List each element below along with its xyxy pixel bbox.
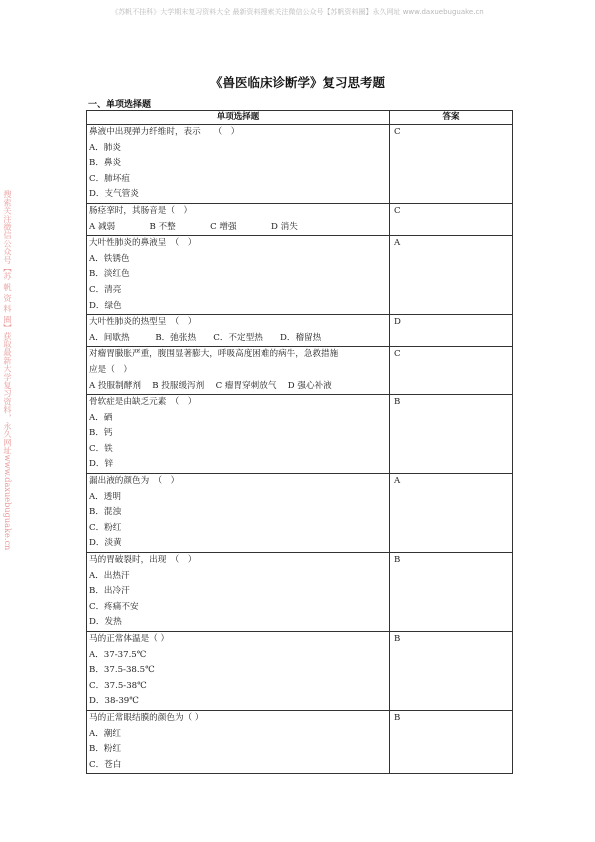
answer-cell [390,632,513,711]
table-row [87,236,513,315]
question-stem: 大叶性肺炎的鼻液呈 （ ） [89,238,197,249]
question-cell [87,125,390,204]
question-stem: 马的正常眼结膜的颜色为（ ） [89,712,204,723]
answer-value: C [394,205,401,216]
question-stem: 鼻液中出现弹力纤维时，表示 （ ） [89,127,240,137]
question-cell [87,632,390,711]
question-option: D．淡黄 [89,538,122,549]
answer-value: B [394,397,401,408]
question-stem: 肠痉挛时，其肠音是（ ） [89,205,193,216]
question-table [86,110,513,774]
question-stem: 对瘤胃臌胀严重，腹围显著膨大，呼吸高度困难的病牛，急救措施 [89,349,339,360]
question-cell [87,236,390,315]
table-header-row [87,111,513,125]
question-option: C．清亮 [89,284,122,295]
question-option: A 投服制酵剂 B 投服缓泻剂 C 瘤胃穿刺放气 D 强心补液 [89,380,332,391]
table-row [87,203,513,235]
table-row [87,315,513,347]
question-option: D．锌 [89,459,114,470]
table-row [87,553,513,632]
question-option: 应是（ ） [89,364,132,375]
section-heading: 一、单项选择题 [88,100,152,110]
top-watermark-banner: 《苏帆不挂科》大学期末复习资料大全 最新资料搜索关注微信公众号【苏帆资料圈】永久网址 www.daxuebuguake.cn [111,8,484,16]
answer-cell [390,474,513,553]
question-stem: 骨软症是由缺乏元素 （ ） [89,397,197,408]
question-cell [87,710,390,773]
question-cell [87,203,390,235]
document-title: 《兽医临床诊断学》复习思考题 [209,75,385,90]
table-row [87,474,513,553]
answer-value: B [394,634,401,644]
question-option: C．疼痛不安 [89,601,139,612]
answer-value: D [394,317,401,328]
question-option: A．硒 [89,412,113,423]
question-table-body [87,125,513,774]
question-cell [87,315,390,347]
answer-cell [390,315,513,347]
question-option: B．出冷汗 [89,586,130,597]
table-row [87,347,513,395]
answer-value: B [394,712,401,723]
answer-cell [390,553,513,632]
question-stem: 大叶性肺炎的热型呈 （ ） [89,317,197,328]
question-option: A．间歇热 B．弛张热 C．不定型热 D．稽留热 [89,332,322,343]
question-option: C．肺坏疽 [89,173,130,184]
question-option: A．肺炎 [89,142,121,153]
question-option: A．潮红 [89,728,121,739]
question-option: B．鼻炎 [89,158,122,169]
answer-cell [390,347,513,395]
answer-cell [390,395,513,474]
question-option: A 减弱 B 不整 C 增强 D 消失 [89,221,298,232]
answer-cell [390,125,513,204]
answer-value: C [394,127,401,137]
question-cell [87,553,390,632]
question-option: A．透明 [89,491,121,502]
answer-value: C [394,349,401,360]
question-stem: 马的胃破裂时，出现 （ ） [89,555,197,566]
question-option: B．粉红 [89,744,122,755]
table-row [87,632,513,711]
question-cell [87,347,390,395]
question-option: C．粉红 [89,522,122,533]
question-option: D．38-39℃ [89,696,139,707]
table-row [87,710,513,773]
question-option: D．发热 [89,617,122,628]
table-row [87,395,513,474]
question-option: A．铁锈色 [89,253,130,264]
question-stem: 漏出液的颜色为 （ ） [89,476,180,487]
side-watermark-banner: 搜索关注微信公众号【苏 帆 资 料 圈】获取最新大学复习资料，永久网址www.daxuebuguake.cn [3,190,13,551]
question-option: B．钙 [89,428,113,439]
answer-cell [390,203,513,235]
question-option: C．铁 [89,443,113,454]
answer-value: B [394,555,401,566]
answer-cell [390,236,513,315]
header-question: 单项选择题 [87,111,390,125]
question-stem: 马的正常体温是（ ） [89,634,170,644]
question-cell [87,395,390,474]
question-option: B．37.5-38.5℃ [89,665,155,676]
question-option: C．37.5-38℃ [89,680,147,691]
question-option: A．37-37.5℃ [89,649,147,660]
question-cell [87,474,390,553]
answer-value: A [394,238,401,249]
question-option: B．淡红色 [89,269,130,280]
table-row [87,125,513,204]
answer-value: A [394,476,401,487]
question-option: C．苍白 [89,759,122,770]
question-option: B．混浊 [89,507,122,518]
question-option: D．支气管炎 [89,189,139,200]
answer-cell [390,710,513,773]
header-answer: 答案 [390,111,513,125]
question-option: D．绿色 [89,300,122,311]
question-option: A．出热汗 [89,570,130,581]
